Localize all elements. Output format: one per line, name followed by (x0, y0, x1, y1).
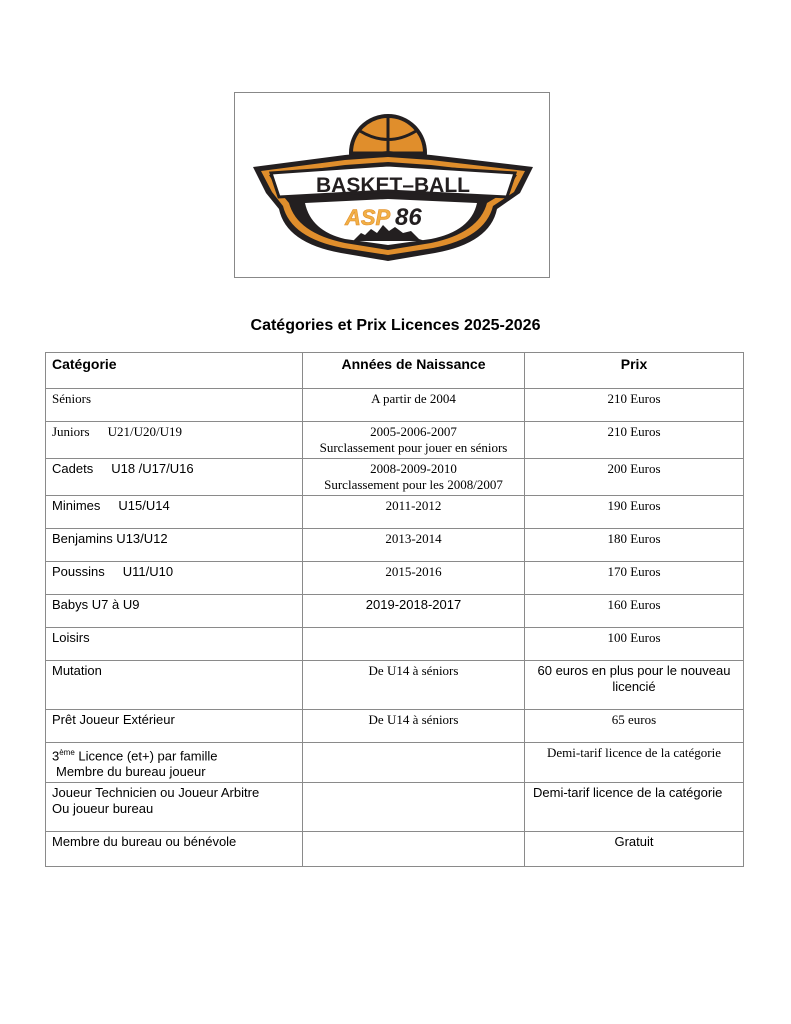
logo-club-text: ASP (345, 205, 391, 230)
cell-categorie (46, 422, 303, 459)
cell-prix: 210 Euros (525, 389, 744, 422)
basketball-logo (235, 93, 551, 279)
cell-annees-line1: 2005-2006-2007 (370, 424, 457, 439)
cell-categorie-name: Minimes (52, 498, 101, 513)
cell-annees (303, 422, 525, 459)
cell-categorie-ages: U11/U10 (122, 564, 174, 579)
table-row (46, 389, 744, 422)
cell-prix: 65 euros (525, 710, 744, 743)
cell-annees (303, 832, 525, 867)
cell-annees (303, 743, 525, 783)
cell-categorie-line2: Ou joueur bureau (52, 801, 154, 817)
table-row (46, 710, 744, 743)
cell-prix: 210 Euros (525, 422, 744, 459)
table-row (46, 562, 744, 595)
cell-categorie-name: Juniors (52, 424, 90, 439)
cell-prix: 170 Euros (525, 562, 744, 595)
table-row (46, 661, 744, 710)
header-annees: Années de Naissance (303, 353, 525, 389)
cell-annees-line2: Surclassement pour jouer en séniors (319, 440, 508, 455)
table-row (46, 783, 744, 832)
page-title: Catégories et Prix Licences 2025-2026 (250, 317, 541, 334)
header-categorie: Catégorie (46, 353, 303, 389)
table-row (46, 459, 744, 496)
cell-prix: 180 Euros (525, 529, 744, 562)
cell-categorie-line2: Membre du bureau joueur (56, 764, 206, 780)
cell-categorie-ages: U21/U20/U19 (107, 424, 182, 439)
cell-annees: A partir de 2004 (303, 389, 525, 422)
cell-categorie (46, 783, 303, 832)
cell-categorie-number: 3 (52, 748, 60, 764)
table-row (46, 529, 744, 562)
cell-categorie (46, 743, 303, 783)
cell-categorie-superscript: ème (59, 748, 75, 757)
table-row (46, 628, 744, 661)
cell-categorie (46, 459, 303, 496)
logo-number-text: 86 (395, 204, 422, 231)
cell-categorie: Benjamins U13/U12 (46, 529, 303, 562)
table-header-row (46, 353, 744, 389)
cell-annees-line2: Surclassement pour les 2008/2007 (324, 477, 503, 492)
cell-categorie-name: Licence (et+) par famille (78, 748, 218, 764)
cell-categorie (46, 496, 303, 529)
table-row (46, 496, 744, 529)
cell-categorie: Séniors (46, 389, 303, 422)
cell-prix: 60 euros en plus pour le nouveau licencié (525, 661, 744, 710)
cell-categorie-line1: Joueur Technicien ou Joueur Arbitre (52, 785, 260, 801)
cell-categorie-name: Poussins (52, 564, 105, 579)
cell-categorie: Membre du bureau ou bénévole (46, 832, 303, 867)
cell-annees: 2019-2018-2017 (303, 595, 525, 628)
cell-annees: De U14 à séniors (303, 661, 525, 710)
licences-table (45, 352, 744, 867)
table-row (46, 832, 744, 867)
cell-annees: 2011-2012 (303, 496, 525, 529)
cell-categorie: Loisirs (46, 628, 303, 661)
cell-categorie: Mutation (46, 661, 303, 710)
header-prix: Prix (525, 353, 744, 389)
logo-top-text: BASKET–BALL (315, 174, 471, 197)
cell-categorie-ages: U18 /U17/U16 (111, 461, 194, 476)
cell-prix: Demi-tarif licence de la catégorie (525, 783, 744, 832)
cell-prix: 100 Euros (525, 628, 744, 661)
cell-categorie: Prêt Joueur Extérieur (46, 710, 303, 743)
table-row (46, 743, 744, 783)
cell-categorie: Babys U7 à U9 (46, 595, 303, 628)
cell-annees: 2015-2016 (303, 562, 525, 595)
cell-annees (303, 459, 525, 496)
table-row (46, 422, 744, 459)
cell-categorie (46, 562, 303, 595)
cell-prix: 160 Euros (525, 595, 744, 628)
cell-annees (303, 628, 525, 661)
table-row (46, 595, 744, 628)
cell-annees: 2013-2014 (303, 529, 525, 562)
cell-prix: Gratuit (525, 832, 744, 867)
cell-annees-line1: 2008-2009-2010 (370, 461, 457, 476)
logo-frame (234, 92, 550, 278)
cell-prix: 190 Euros (525, 496, 744, 529)
cell-prix: Demi-tarif licence de la catégorie (525, 743, 744, 783)
cell-categorie-ages: U15/U14 (118, 498, 170, 513)
cell-categorie-name: Cadets (52, 461, 94, 476)
cell-annees: De U14 à séniors (303, 710, 525, 743)
cell-prix: 200 Euros (525, 459, 744, 496)
cell-annees (303, 783, 525, 832)
